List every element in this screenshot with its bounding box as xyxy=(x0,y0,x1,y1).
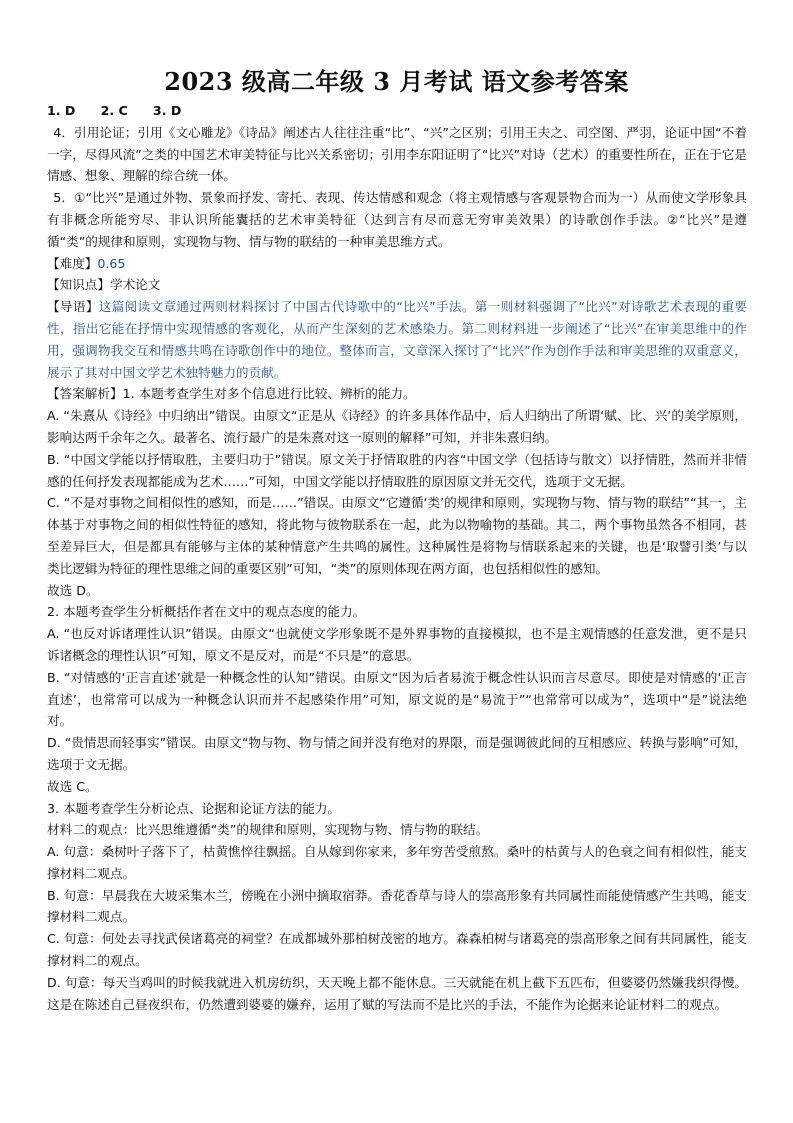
analysis-q2-option-b: B. “对情感的‘正言直述’就是一种概念性的认知”错误。由原文“因为后者易流于概念性认识而言尽意尽。即使是对情感的‘正言直述’，也常常可以成为一种概念认识而并不起感染作用”可知，原文说的是“易流于”“也常常可以成为”，选项中“是”说法绝对。 xyxy=(47,669,747,729)
analysis-q1-header xyxy=(47,383,747,405)
question-4-answer: 4．引用论证；引用《文心雕龙》《诗品》阐述古人往往注重“比”、“兴”之区别；引用王夫之、司空图、严羽，论证中国“不着一字，尽得风流”之类的中国艺术审美特征与比兴关系密切；引用李东阳证明了“比兴”对诗（艺术）的重要性所在，正在于它是情感、想象、理解的综合统一体。 xyxy=(47,124,747,184)
analysis-q1-option-c: C. “不是对事物之间相似性的感知，而是……”错误。由原文“它遵循‘类’的规律和原则，实现物与物、情与物的联结”“其一，主体基于对事物之间的相似性特征的感知，将此物与彼物联系在一起，此为以物喻物的基础。其二，两个事物虽然各不相同，甚至差异巨大，但是都具有能够与主体的某种情意产生共鸣的属性。这种属性是将物与情联系起来的关键，也是‘取譬引类’与以类比逻辑为特征的理性思维之间的重要区别”可知，“类”的原则体现在两方面，也包括相似性的感知。 xyxy=(47,495,747,576)
answer-content xyxy=(47,100,747,1015)
analysis-q1-option-b: B. “中国文学能以抒情取胜，主要归功于”错误。原文关于抒情取胜的内容“中国文学（包括诗与散文）以抒情胜，然而并非情感的任何抒发表现都能成为艺术……”可知，中国文学能以抒情取胜的原因原文并无交代，选项于文无据。 xyxy=(47,451,747,489)
difficulty-value: 0.65 xyxy=(97,255,126,271)
knowledge-point: 【知识点】学术论文 xyxy=(47,277,161,293)
analysis-q3-option-d: D. 句意：每天当鸡叫的时候我就进入机房纺织，天天晚上都不能休息。三天就能在机上截下五匹布，但婆婆仍然嫌我织得慢。这是在陈述自己昼夜织布，仍然遭到婆婆的嫌弃，运用了赋的写法而不是比兴的手法，不能作为论据来论证材料二的观点。 xyxy=(47,974,747,1012)
guide-text: 这篇阅读文章通过两则材料探讨了中国古代诗歌中的“比兴”手法。第一则材料强调了“比兴”对诗歌艺术表现的重要性，指出它能在抒情中实现情感的客观化，从而产生深刻的艺术感染力。第二则材料进一步阐述了“比兴”在审美思维中的作用，强调物我交互和情感共鸣在诗歌创作中的地位。整体而言，文章深入探讨了“比兴”作为创作手法和审美思维的双重意义，展示了其对中国文学艺术独特魅力的贡献。 xyxy=(47,299,747,380)
analysis-q3-option-c: C. 句意：何处去寻找武侯诸葛亮的祠堂？在成都城外那柏树茂密的地方。森森柏树与诸葛亮的崇高形象之间有共同属性，能支撑材料二的观点。 xyxy=(47,931,747,969)
analysis-q2-option-d: D. “贵情思而轻事实”错误。由原文“物与物、物与情之间并没有绝对的界限，而是强调彼此间的互相感应、转换与影响”可知，选项于文无据。 xyxy=(47,735,747,772)
analysis-q2-conclusion: 故选 C。 xyxy=(47,778,98,794)
analysis-q2-option-a: A. “也反对诉诸理性认识”错误。由原文“也就使文学形象既不是外界事物的直接模拟，也不是主观情感的任意发泄，更不是只诉诸概念的理性认识”可知，原文不是反对，而是“不只是”的意思。 xyxy=(47,626,747,663)
analysis-q1-head: 1. 本题考查学生对多个信息进行比较、辨析的能力。 xyxy=(122,386,416,402)
analysis-label: 【答案解析】 xyxy=(47,386,123,402)
analysis-q3-option-b: B. 句意：早晨我在大坡采集木兰，傍晚在小洲中摘取宿莽。香花香草与诗人的崇高形象有共同属性而能使情感产生共鸣，能支撑材料二观点。 xyxy=(47,887,747,925)
guide-paragraph xyxy=(47,296,747,383)
difficulty-label: 【难度】 xyxy=(47,255,98,271)
analysis-q1-option-a: A. “朱熹从《诗经》中归纳出”错误。由原文“正是从《诗经》的许多具体作品中，后人归纳出了所谓‘赋、比、兴’的美学原则，影响达两千余年之久。最著名、流行最广的是朱熹对这一原则的解释”可知，并非朱熹归纳。 xyxy=(47,408,747,445)
guide-label: 【导语】 xyxy=(47,299,99,315)
analysis-q3-header: 3. 本题考查学生分析论点、论据和论证方法的能力。 xyxy=(47,800,341,816)
analysis-q3-option-a: A. 句意：桑树叶子落下了，枯黄憔悴往飘摇。自从嫁到你家来，多年穷苦受煎熬。桑叶的枯黄与人的色衰之间有相似性，能支撑材料二观点。 xyxy=(47,844,747,881)
analysis-q3-viewpoint: 材料二的观点：比兴思维遵循“类”的规律和原则，实现物与物、情与物的联结。 xyxy=(47,822,489,838)
page-title: 2023 级高二年级 3 月考试 语文参考答案 xyxy=(164,67,629,96)
difficulty-line xyxy=(47,253,747,275)
analysis-q2-header: 2. 本题考查学生分析概括作者在文中的观点态度的能力。 xyxy=(47,604,366,620)
question-5-answer: 5．①“比兴”是通过外物、景象而抒发、寄托、表现、传达情感和观念（将主观情感与客观景物合而为一）从而使文学形象具有非概念所能穷尽、非认识所能囊括的艺术审美特征（达到言有尽而意无穷审美效果）的诗歌创作手法。②“比兴”是遵循“类”的规律和原则，实现物与物、情与物的联结的一种审美思维方式。 xyxy=(47,190,747,249)
analysis-q1-conclusion: 故选 D。 xyxy=(47,582,99,598)
multiple-choice-answers: 1. D 2. C 3. D xyxy=(47,103,182,118)
